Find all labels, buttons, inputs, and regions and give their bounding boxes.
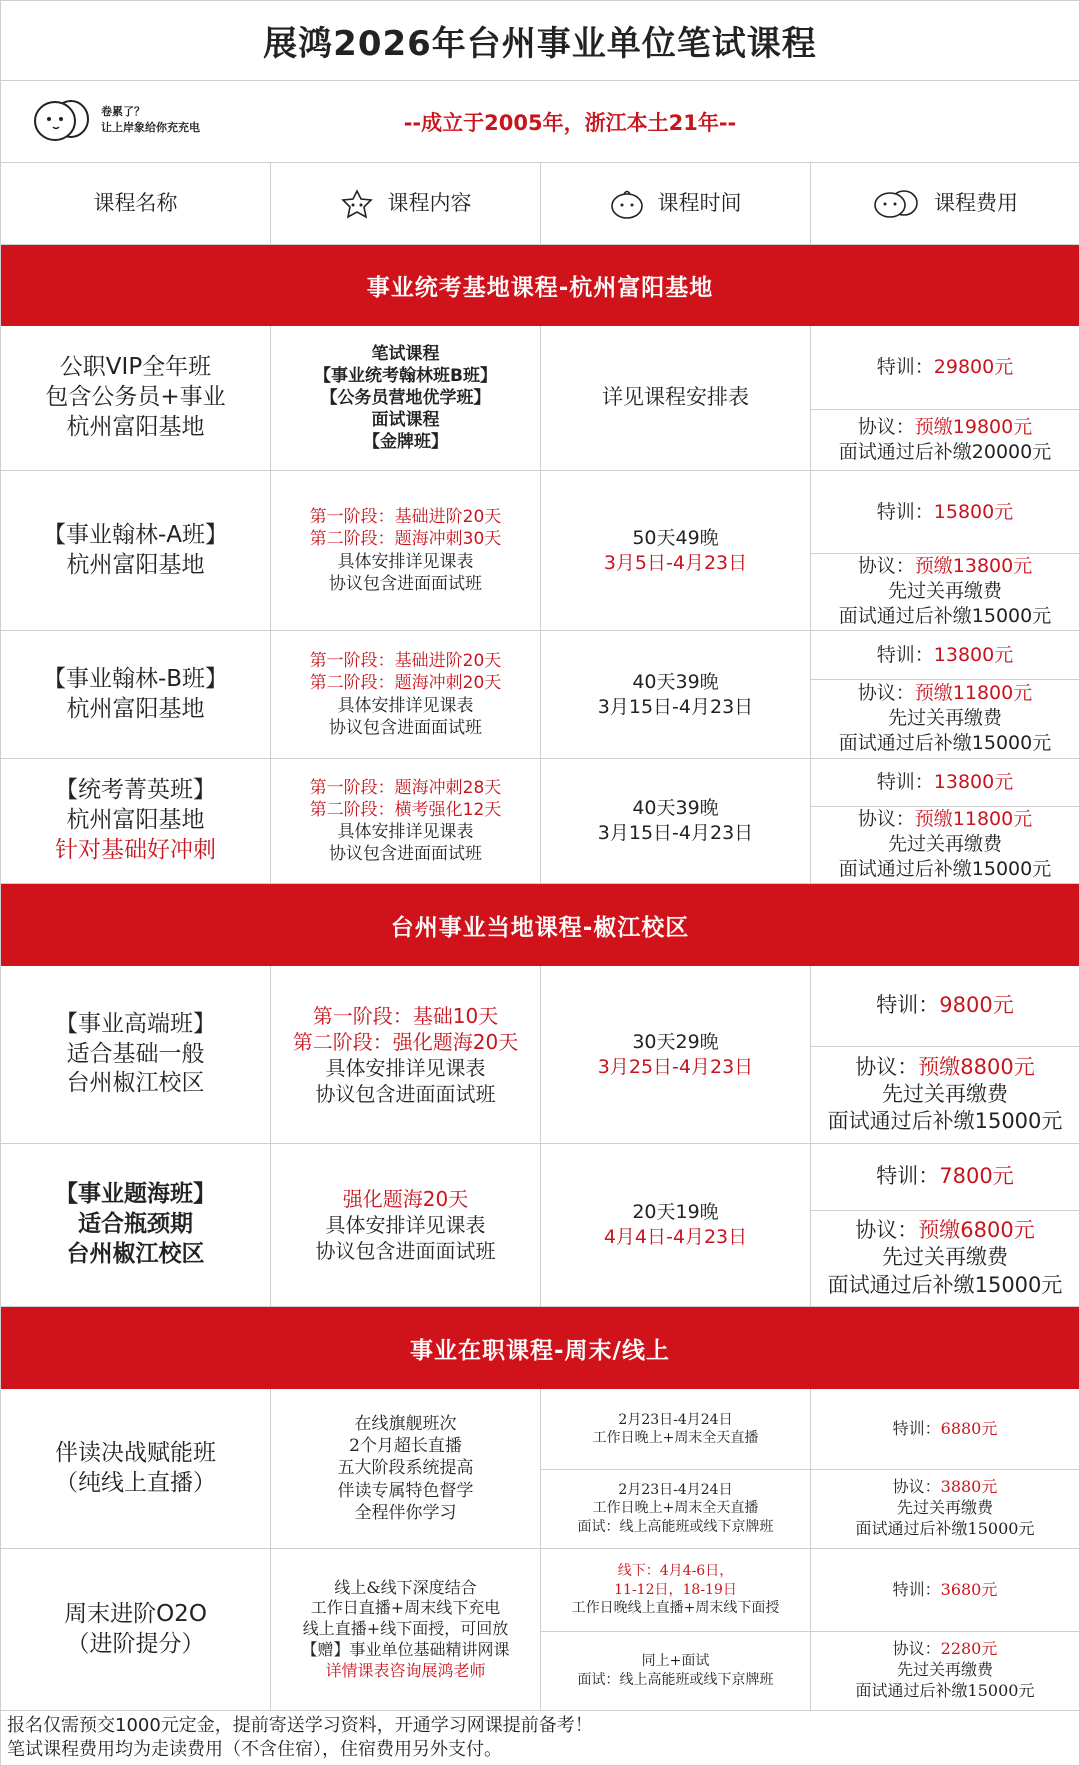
fee-special (811, 631, 1079, 680)
content-line: 笔试课程 (371, 343, 440, 364)
fee-special (811, 1549, 1079, 1632)
content-line: 协议包含进面面试班 (329, 717, 482, 738)
fee-special-label: 特训： (876, 356, 934, 379)
course-name-highlight: 针对基础好冲刺 (55, 836, 216, 863)
fee-agree-value: 2280元 (940, 1639, 998, 1659)
content-line: 在线旗舰班次 (354, 1414, 457, 1435)
course-fee (811, 759, 1079, 883)
course-name-line: 【事业题海班】 (55, 1181, 216, 1208)
fee-special-value: 13800元 (933, 643, 1014, 666)
col-header-name-label: 课程名称 (93, 190, 178, 215)
col-header-content-label: 课程内容 (387, 190, 472, 215)
course-name-line: 周末进阶O2O (64, 1600, 207, 1627)
fee-special-label: 特训： (876, 993, 940, 1018)
course-time (541, 631, 811, 758)
fee-note: 先过关再缴费 (882, 1081, 1008, 1106)
course-name (1, 759, 271, 883)
fee-agree-value: 预缴19800元 (914, 415, 1033, 438)
fee-agree-label: 协议： (892, 1477, 941, 1497)
course-row-5 (1, 966, 1079, 1144)
course-name (1, 1389, 271, 1548)
course-name (1, 471, 271, 630)
fee-special-value: 13800元 (933, 771, 1014, 794)
course-content (271, 1549, 541, 1710)
content-line: 具体安排详见课表 (337, 551, 474, 572)
fee-note: 面试通过后补缴15000元 (855, 1518, 1035, 1538)
content-line: 第二阶段：题海冲刺20天 (309, 673, 502, 694)
course-name-line: 杭州富阳基地 (66, 413, 205, 440)
time-line: 面试：线上高能班或线下京牌班 (577, 1671, 774, 1688)
section-band-1: 事业统考基地课程-杭州富阳基地 (1, 245, 1079, 326)
fee-special-label: 特训： (876, 500, 934, 523)
course-time (541, 326, 811, 470)
fee-special (811, 759, 1079, 807)
course-name-line: 【统考菁英班】 (55, 777, 216, 804)
course-name-line: （进阶提分） (66, 1630, 205, 1657)
course-content (271, 326, 541, 470)
mascot-line-2: 让上岸象给你充充电 (101, 121, 200, 134)
fee-note: 面试通过后补缴15000元 (838, 731, 1052, 754)
course-name (1, 966, 271, 1143)
course-time (541, 1549, 811, 1710)
fee-special-value: 9800元 (939, 993, 1014, 1018)
fee-special (811, 966, 1079, 1047)
content-line: 详情课表咨询展鸿老师 (325, 1660, 486, 1680)
course-fee (811, 631, 1079, 758)
fee-agree-value: 预缴6800元 (918, 1218, 1035, 1243)
section-band-2: 台州事业当地课程-椒江校区 (1, 884, 1079, 966)
fee-note: 面试通过后补缴15000元 (855, 1680, 1035, 1700)
course-name-line: 伴读决战赋能班 (55, 1439, 216, 1466)
fee-agree-value: 预缴13800元 (914, 555, 1033, 578)
fee-agree-label: 协议： (855, 1054, 919, 1079)
content-line: 具体安排详见课表 (337, 695, 474, 716)
time-line: 2月23日-4月24日 (618, 1482, 733, 1499)
fee-agreement (811, 679, 1079, 758)
course-name-line: 台州椒江校区 (66, 1070, 205, 1097)
fee-special (811, 471, 1079, 554)
fee-note: 先过关再缴费 (887, 580, 1002, 603)
content-line: 第二阶段：题海冲刺30天 (309, 529, 502, 550)
footer-note: 报名仅需预交1000元定金，提前寄送学习资料，开通学习网课提前备考！ (7, 1715, 593, 1736)
col-header-time (541, 163, 811, 244)
time-agreement (541, 1469, 810, 1548)
col-header-content (271, 163, 541, 244)
fee-note: 面试通过后补缴15000元 (838, 857, 1052, 880)
course-name-line: 包含公务员+事业 (45, 384, 226, 411)
content-line: 2个月超长直播 (349, 1436, 462, 1457)
time-agreement (541, 1631, 810, 1710)
fee-special-value: 7800元 (939, 1164, 1014, 1189)
content-line: 面试课程 (371, 410, 440, 431)
time-line: 3月15日-4月23日 (597, 695, 754, 718)
fee-note: 面试通过后补缴15000元 (827, 1109, 1063, 1134)
content-line: 【事业统考翰林班B班】 (314, 365, 497, 386)
content-line: 第一阶段：题海冲刺28天 (309, 777, 502, 798)
fee-note: 先过关再缴费 (882, 1245, 1008, 1270)
fee-agree-label: 协议： (855, 1218, 919, 1243)
course-name-line: （纯线上直播） (55, 1469, 216, 1496)
time-line: 同上+面试 (641, 1652, 710, 1669)
course-row-2 (1, 471, 1079, 631)
time-live (541, 1389, 810, 1470)
content-line: 【金牌班】 (363, 432, 448, 453)
fee-note: 面试通过后补缴20000元 (838, 440, 1052, 463)
content-line: 工作日直播+周末线下充电 (310, 1598, 501, 1618)
section-band-3: 事业在职课程-周末/线上 (1, 1307, 1079, 1389)
footer-note: 笔试课程费用均为走读费用（不含住宿），住宿费用另外支付。 (7, 1739, 502, 1761)
fee-note: 先过关再缴费 (887, 833, 1002, 856)
column-header-row (1, 163, 1079, 245)
fee-special-label: 特训： (876, 771, 934, 794)
course-row-6 (1, 1144, 1079, 1307)
course-row-3 (1, 631, 1079, 759)
fee-agreement (811, 1210, 1079, 1306)
fee-note: 先过关再缴费 (887, 707, 1002, 730)
content-line: 线上&线下深度结合 (334, 1577, 477, 1597)
time-line: 3月25日-4月23日 (597, 1055, 754, 1078)
course-content (271, 1389, 541, 1548)
elephant-face-icon (872, 189, 920, 219)
mascot-line-1: 卷累了？ (101, 104, 145, 118)
course-name-line: 杭州富阳基地 (66, 695, 205, 722)
content-line: 协议包含进面面试班 (315, 1081, 496, 1106)
fee-agree-label: 协议： (857, 682, 915, 705)
col-header-time-label: 课程时间 (657, 190, 742, 215)
course-fee (811, 1549, 1079, 1710)
course-name-line: 适合基础一般 (66, 1040, 205, 1067)
content-line: 第二阶段：横考强化12天 (309, 799, 502, 820)
course-time (541, 966, 811, 1143)
course-content (271, 1144, 541, 1306)
course-name (1, 631, 271, 758)
time-line: 3月15日-4月23日 (597, 822, 754, 844)
course-row-7 (1, 1389, 1079, 1549)
fee-special-value: 3680元 (940, 1579, 998, 1599)
content-line: 【赠】事业单位基础精讲网课 (301, 1639, 510, 1659)
time-line: 详见课程安排表 (602, 385, 749, 410)
course-time (541, 471, 811, 630)
page-title: 展鸿2026年台州事业单位笔试课程 (1, 1, 1079, 81)
fee-special-label: 特训： (892, 1418, 941, 1438)
time-line: 3月5日-4月23日 (603, 551, 748, 574)
content-line: 具体安排详见课表 (325, 1213, 486, 1237)
course-fee (811, 1144, 1079, 1306)
course-name-line: 【事业翰林-B班】 (42, 665, 229, 692)
time-line: 2月23日-4月24日 (618, 1411, 733, 1428)
time-line: 4月4日-4月23日 (603, 1226, 748, 1248)
fee-special (811, 1144, 1079, 1211)
time-line: 40天39晚 (632, 670, 719, 693)
course-row-1 (1, 326, 1079, 471)
fee-agree-label: 协议： (857, 555, 915, 578)
fee-agree-label: 协议： (892, 1639, 941, 1659)
course-name (1, 1549, 271, 1710)
time-line: 线下：4月4-6日， (617, 1562, 734, 1579)
fee-agree-label: 协议： (857, 415, 915, 438)
fee-special (811, 1389, 1079, 1470)
fee-special-value: 15800元 (933, 500, 1014, 523)
course-row-4 (1, 759, 1079, 884)
time-line: 40天39晚 (632, 797, 719, 820)
slogan-row (1, 81, 1079, 163)
content-line: 伴读专属特色督学 (337, 1480, 474, 1501)
fee-special-value: 29800元 (933, 356, 1014, 379)
content-line: 五大阶段系统提高 (337, 1458, 474, 1479)
fee-agree-value: 预缴11800元 (914, 682, 1033, 705)
fee-agreement (811, 1469, 1079, 1548)
content-line: 第一阶段：基础进阶20天 (309, 651, 502, 672)
fee-note: 先过关再缴费 (896, 1498, 993, 1518)
col-header-name (1, 163, 271, 244)
course-time (541, 1144, 811, 1306)
fee-agree-label: 协议： (857, 808, 915, 831)
star-face-icon (340, 189, 374, 219)
fee-agreement (811, 1046, 1079, 1143)
time-line: 20天19晚 (632, 1201, 719, 1224)
course-name-line: 杭州富阳基地 (66, 551, 205, 578)
fee-agreement (811, 409, 1079, 470)
fee-agree-value: 3880元 (940, 1477, 998, 1497)
course-content (271, 471, 541, 630)
content-line: 全程伴你学习 (354, 1502, 457, 1523)
time-line: 工作日晚线上直播+周末线下面授 (571, 1600, 780, 1617)
footer-notes (1, 1711, 1079, 1765)
course-row-8 (1, 1549, 1079, 1711)
course-name-line: 【事业翰林-A班】 (42, 521, 229, 548)
time-offline (541, 1549, 810, 1632)
course-name-line: 杭州富阳基地 (66, 807, 205, 834)
course-fee (811, 326, 1079, 470)
course-fee (811, 1389, 1079, 1548)
fee-agree-value: 预缴8800元 (918, 1054, 1035, 1079)
content-line: 线上直播+线下面授，可回放 (302, 1619, 509, 1639)
fee-special-label: 特训： (892, 1579, 941, 1599)
fee-note: 面试通过后补缴15000元 (827, 1272, 1063, 1297)
course-name (1, 1144, 271, 1306)
time-line: 工作日晚上+周末全天直播 (592, 1430, 759, 1446)
time-line: 50天49晚 (632, 526, 719, 549)
course-name-line: 台州椒江校区 (66, 1240, 205, 1267)
content-line: 具体安排详见课表 (325, 1055, 486, 1080)
course-fee (811, 966, 1079, 1143)
fee-note: 先过关再缴费 (896, 1660, 993, 1680)
course-name (1, 326, 271, 470)
course-content (271, 759, 541, 883)
time-line: 工作日晚上+周末全天直播 (592, 1500, 759, 1517)
content-line: 强化题海20天 (342, 1187, 469, 1211)
time-line: 面试：线上高能班或线下京牌班 (577, 1518, 774, 1535)
course-fee (811, 471, 1079, 630)
time-line: 11-12日，18-19日 (614, 1581, 737, 1598)
bun-face-icon (610, 189, 644, 219)
fee-special (811, 326, 1079, 410)
content-line: 协议包含进面面试班 (329, 844, 482, 865)
fee-special-label: 特训： (876, 1164, 940, 1189)
content-line: 协议包含进面面试班 (315, 1239, 496, 1263)
fee-agree-value: 预缴11800元 (914, 808, 1033, 831)
col-header-fee (811, 163, 1079, 244)
time-line: 30天29晚 (632, 1030, 719, 1053)
content-line: 第一阶段：基础进阶20天 (309, 507, 502, 528)
content-line: 【公务员营地优学班】 (320, 387, 491, 408)
fee-note: 面试通过后补缴15000元 (838, 604, 1052, 627)
course-name-line: 适合瓶颈期 (78, 1211, 193, 1238)
fee-special-label: 特训： (876, 643, 934, 666)
course-time (541, 1389, 811, 1548)
course-time (541, 759, 811, 883)
slogan: --成立于2005年，浙江本土21年-- (403, 110, 737, 135)
course-name-line: 【事业高端班】 (55, 1010, 216, 1037)
fee-special-value: 6880元 (940, 1418, 998, 1438)
course-name-line: 公职VIP全年班 (59, 354, 212, 381)
content-line: 第二阶段：强化题海20天 (292, 1029, 519, 1054)
content-line: 具体安排详见课表 (337, 822, 474, 842)
fee-agreement (811, 806, 1079, 883)
fee-agreement (811, 553, 1079, 630)
content-line: 协议包含进面面试班 (329, 573, 482, 594)
col-header-fee-label: 课程费用 (934, 190, 1018, 215)
course-content (271, 631, 541, 758)
content-line: 第一阶段：基础10天 (312, 1003, 499, 1028)
fee-agreement (811, 1631, 1079, 1710)
course-content (271, 966, 541, 1143)
